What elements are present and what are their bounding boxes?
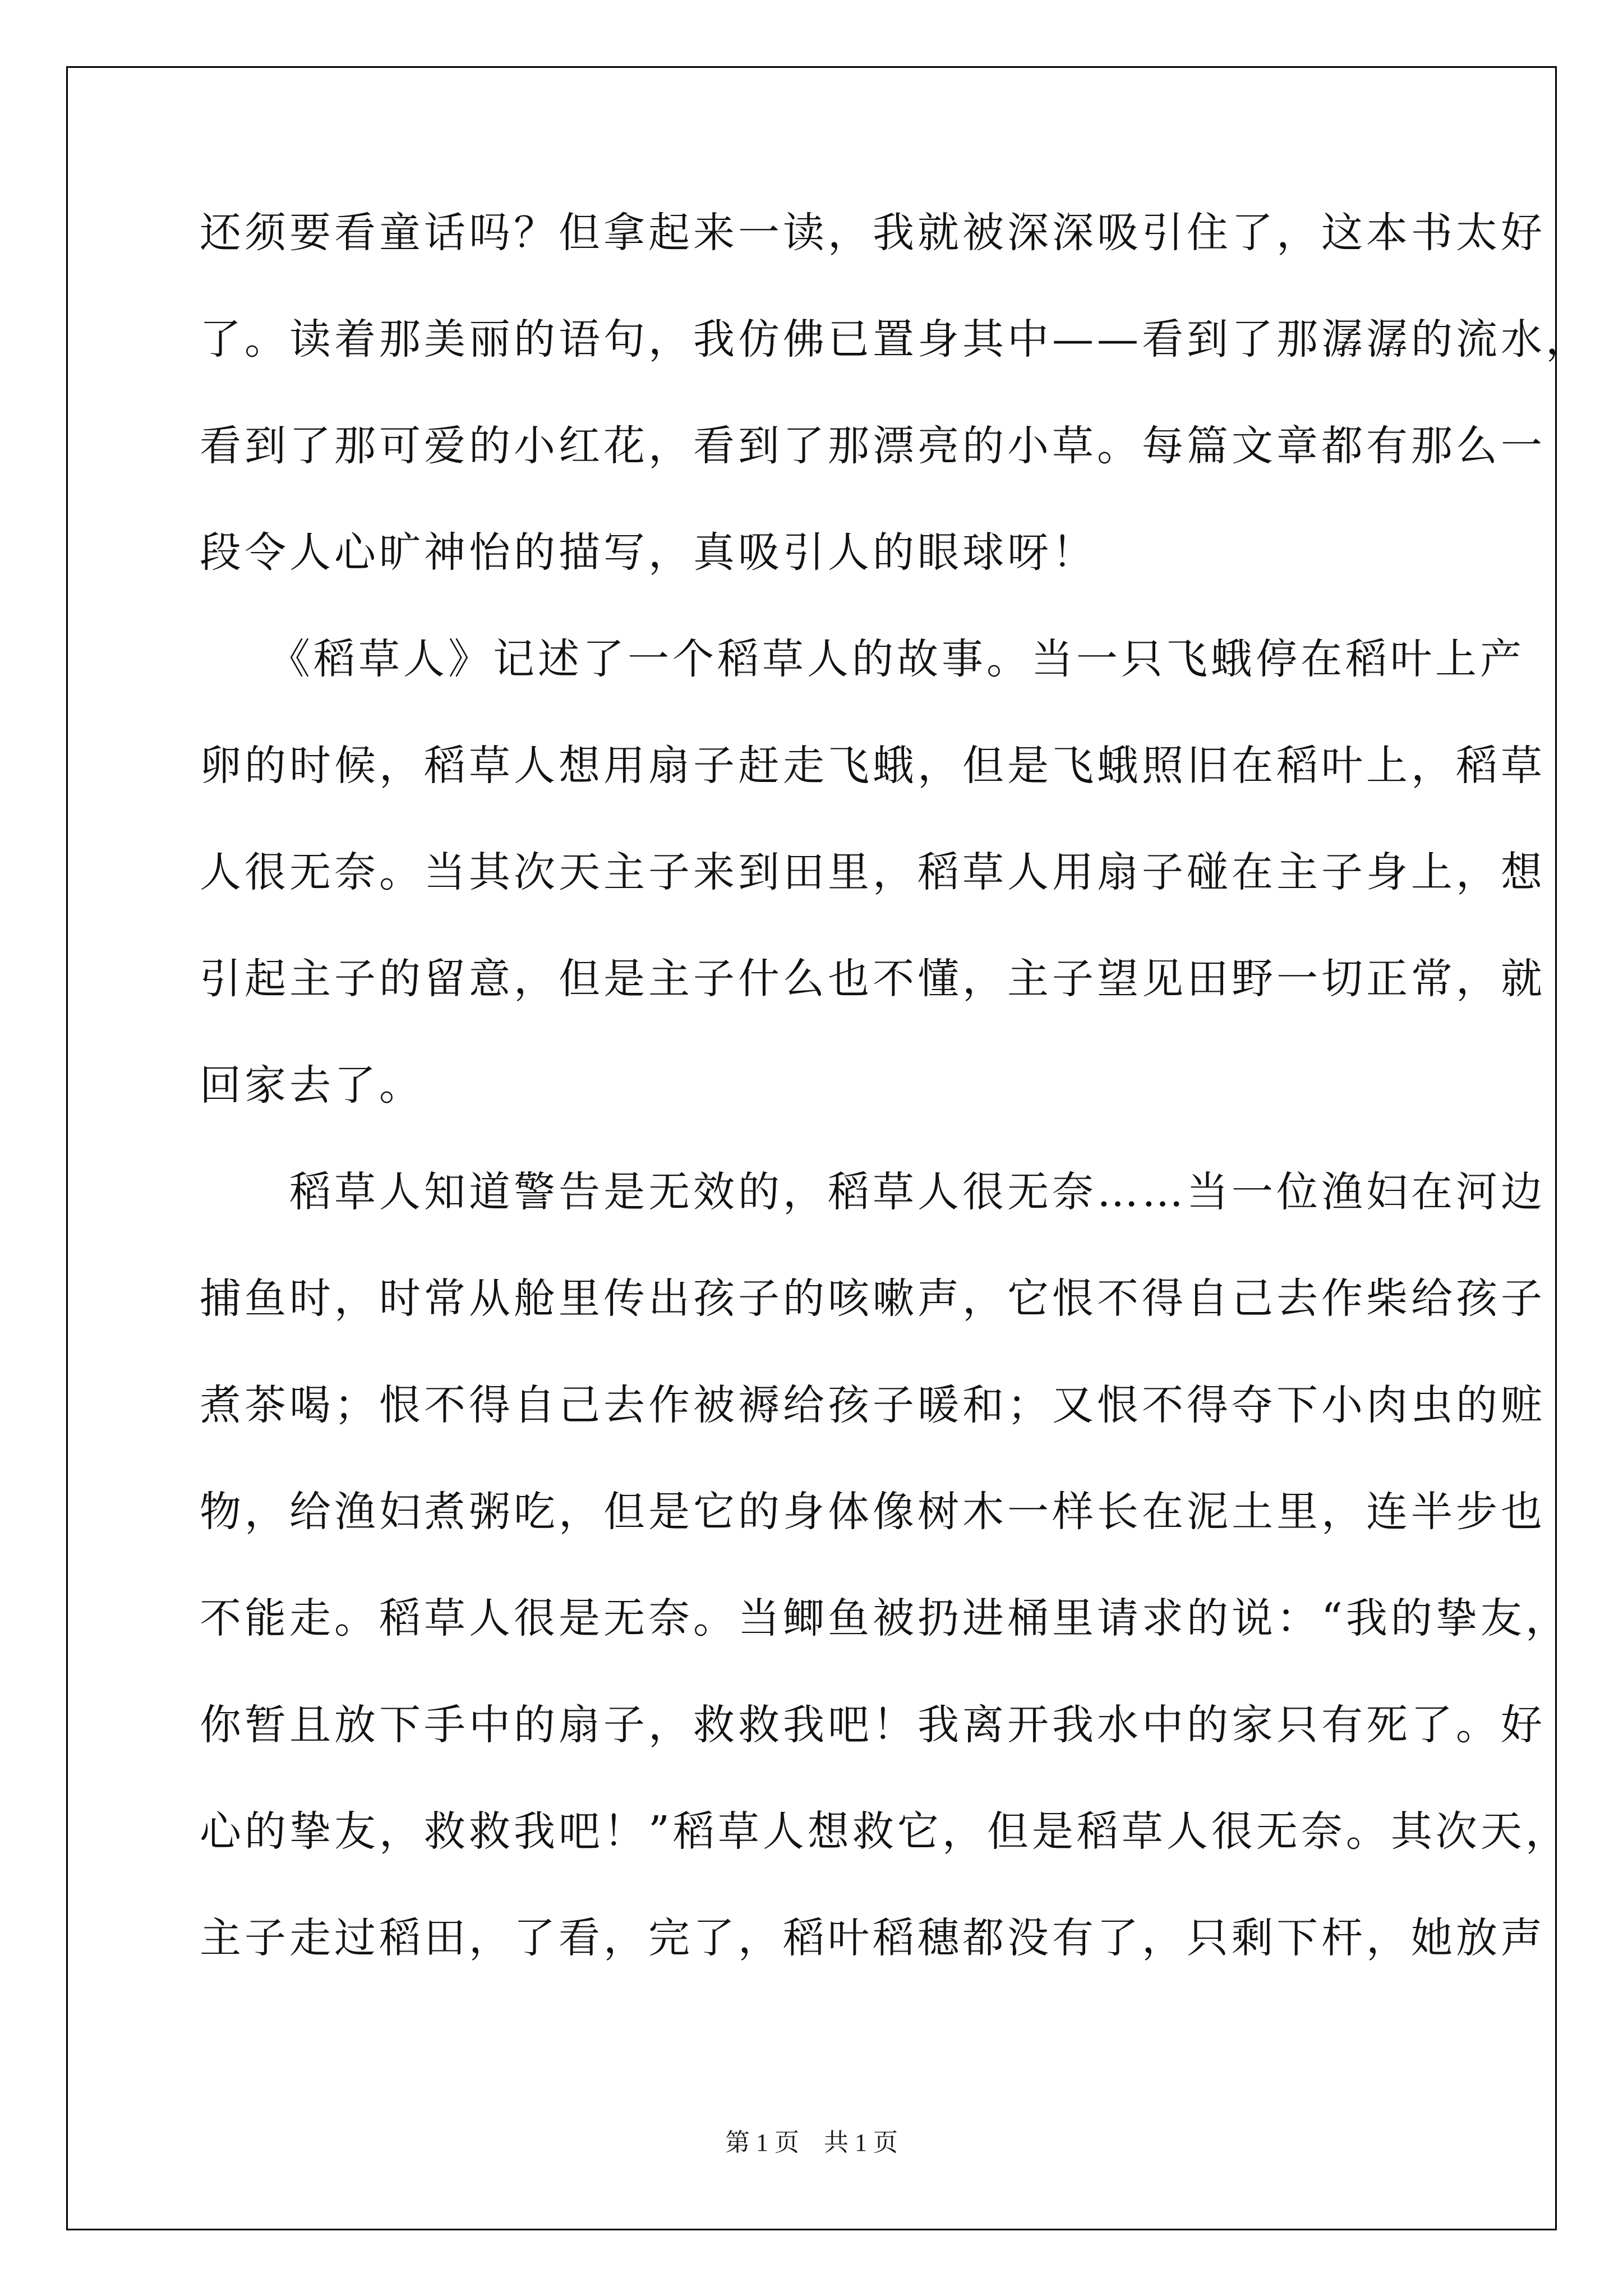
text-line: 《稻草人》记述了一个稻草人的故事。当一只飞蛾停在稻叶上产 [200, 635, 1525, 683]
text-line: 稻草人知道警告是无效的，稻草人很无奈……当一位渔妇在河边 [200, 1168, 1546, 1216]
page-number: 第 1 页 共 1 页 [725, 2129, 898, 2156]
text-line: 你暂且放下手中的扇子，救救我吧！我离开我水中的家只有死了。好 [200, 1701, 1546, 1749]
page-frame [66, 66, 1557, 2230]
text-line: 主子走过稻田，了看，完了，稻叶稻穗都没有了，只剩下杆，她放声 [200, 1914, 1546, 1962]
text-line: 心的挚友，救救我吧！”稻草人想救它，但是稻草人很无奈。其次天， [200, 1807, 1570, 1856]
text-line: 捕鱼时，时常从舱里传出孩子的咳嗽声，它恨不得自己去作柴给孩子 [200, 1274, 1546, 1323]
text-line: 卵的时候，稻草人想用扇子赶走飞蛾，但是飞蛾照旧在稻叶上，稻草 [200, 742, 1546, 790]
text-line: 引起主子的留意，但是主子什么也不懂，主子望见田野一切正常，就 [200, 955, 1546, 1003]
text-line: 看到了那可爱的小红花，看到了那漂亮的小草。每篇文章都有那么一 [200, 422, 1546, 470]
text-line: 了。读着那美丽的语句，我仿佛已置身其中——看到了那潺潺的流水， [200, 315, 1590, 364]
text-line: 煮茶喝；恨不得自己去作被褥给孩子暖和；又恨不得夺下小肉虫的赃 [200, 1381, 1546, 1429]
text-line: 物，给渔妇煮粥吃，但是它的身体像树木一样长在泥土里，连半步也 [200, 1488, 1546, 1536]
text-line: 人很无奈。当其次天主子来到田里，稻草人用扇子碰在主子身上，想 [200, 848, 1546, 896]
text-line: 不能走。稻草人很是无奈。当鲫鱼被扔进桶里请求的说：“我的挚友， [200, 1594, 1570, 1642]
text-line: 回家去了。 [200, 1061, 424, 1110]
text-line: 还须要看童话吗？但拿起来一读，我就被深深吸引住了，这本书太好 [200, 209, 1546, 257]
text-line: 段令人心旷神怡的描写，真吸引人的眼球呀！ [200, 528, 1097, 577]
